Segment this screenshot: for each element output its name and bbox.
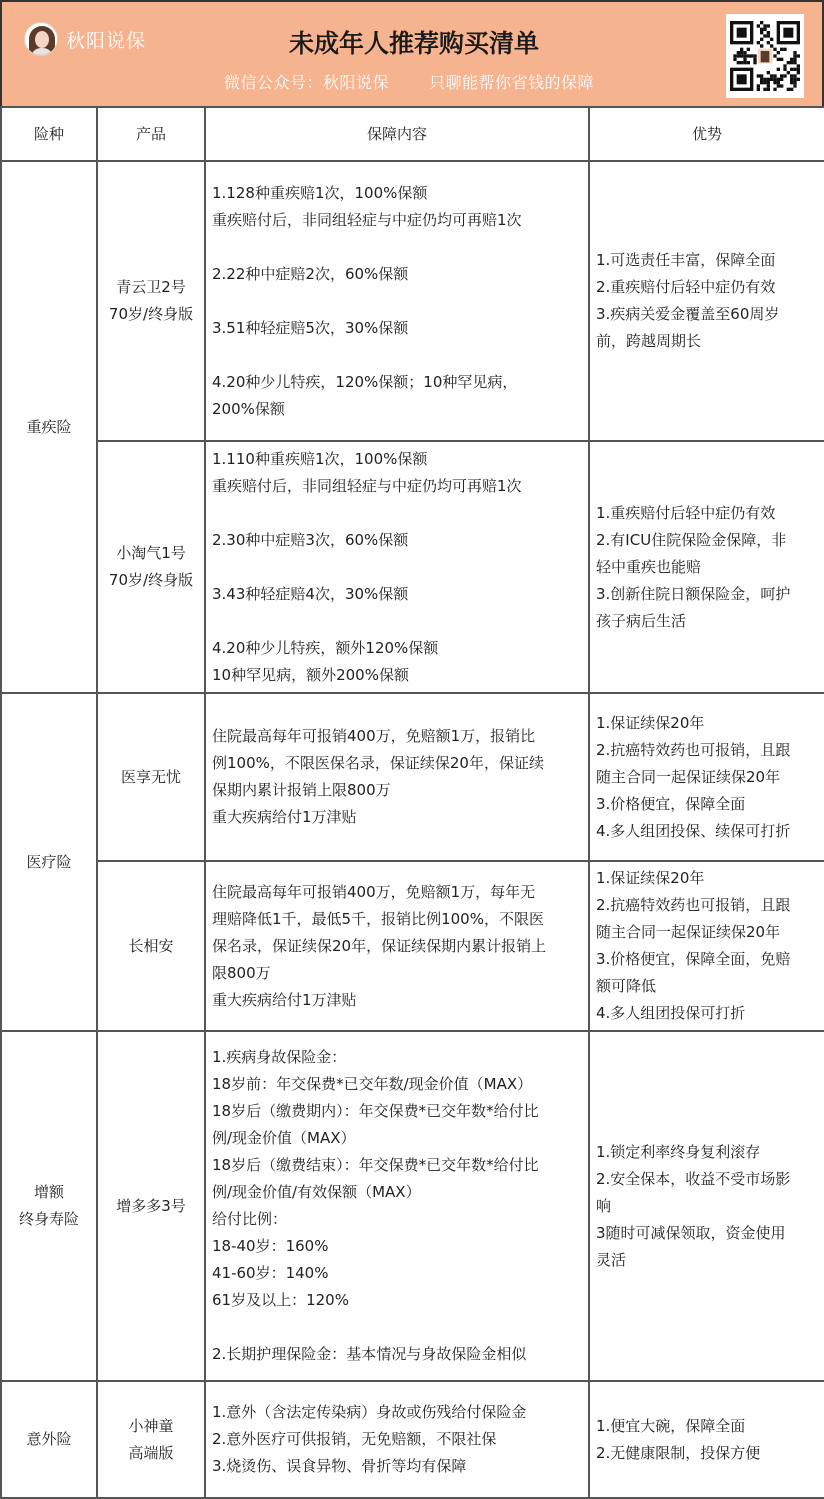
content-line: 保期内累计报销上限800万 bbox=[212, 781, 391, 799]
advantage-line: 4.多人组团投保可打折 bbox=[596, 1004, 746, 1022]
advantage-line: 1.可选责任丰富，保障全面 bbox=[596, 251, 776, 269]
content-line: 4.20种少儿特疾，额外120%保额 bbox=[212, 638, 439, 657]
content-cell bbox=[205, 1381, 589, 1498]
content-line: 18-40岁：160% bbox=[212, 1237, 329, 1255]
product-name: 小神童 bbox=[128, 1416, 174, 1435]
content-line: 1.意外（含法定传染病）身故或伤残给付保险金 bbox=[212, 1403, 527, 1421]
qr-code bbox=[726, 14, 804, 98]
advantage-cell bbox=[589, 441, 824, 693]
product-variant: 70岁/终身版 bbox=[108, 571, 194, 589]
product-name: 小淘气1号 bbox=[116, 544, 186, 562]
category-label: 终身寿险 bbox=[18, 1210, 79, 1228]
advantage-line: 1.重疾赔付后轻中症仍有效 bbox=[596, 503, 776, 522]
content-line: 3.烧烫伤、误食异物、骨折等均有保障 bbox=[212, 1457, 467, 1475]
advantage-line: 孩子病后生活 bbox=[596, 611, 687, 630]
table-row bbox=[1, 441, 824, 693]
product-cell bbox=[97, 441, 205, 693]
content-line: 18岁后（缴费期内）：年交保费*已交年数*给付比 bbox=[212, 1102, 539, 1120]
content-line: 理赔降低1千，最低5千，报销比例100%，不限医 bbox=[212, 909, 544, 928]
category-label: 重疾险 bbox=[26, 417, 72, 436]
content-line: 4.20种少儿特疾，120%保额；10种罕见病， bbox=[212, 372, 518, 391]
content-line: 1.128种重疾赔1次，100%保额 bbox=[212, 183, 428, 202]
advantage-line: 1.便宜大碗，保障全面 bbox=[596, 1416, 746, 1435]
advantage-cell bbox=[589, 1381, 824, 1498]
content-line: 重大疾病给付1万津贴 bbox=[212, 990, 357, 1009]
advantage-line: 2.抗癌特效药也可报销，且跟 bbox=[596, 740, 791, 759]
header-advantage: 优势 bbox=[589, 107, 824, 161]
page-title: 未成年人推荐购买清单 bbox=[288, 29, 539, 58]
qr-code-icon bbox=[730, 18, 800, 94]
content-line: 例100%，不限医保名录，保证续保20年，保证续 bbox=[212, 754, 544, 772]
table-row bbox=[1, 1381, 824, 1498]
advantage-cell bbox=[589, 1031, 824, 1381]
product-cell bbox=[97, 1031, 205, 1381]
content-line: 例/现金价值/有效保额（MAX） bbox=[212, 1183, 421, 1201]
advantage-cell bbox=[589, 861, 824, 1031]
header-product: 产品 bbox=[97, 107, 205, 161]
content-line: 重疾赔付后，非同组轻症与中症仍均可再赔1次 bbox=[212, 210, 522, 229]
advantage-line: 灵活 bbox=[596, 1250, 627, 1269]
advantage-line: 轻中重疾也能赔 bbox=[596, 557, 702, 576]
product-cell bbox=[97, 161, 205, 441]
advantage-line: 随主合同一起保证续保20年 bbox=[596, 767, 781, 786]
content-cell bbox=[205, 1031, 589, 1381]
table-row bbox=[1, 861, 824, 1031]
advantage-line: 1.锁定利率终身复利滚存 bbox=[596, 1142, 761, 1161]
advantage-line: 2.无健康限制，投保方便 bbox=[596, 1443, 761, 1462]
content-line: 18岁前：年交保费*已交年数/现金价值（MAX） bbox=[212, 1075, 533, 1093]
product-name: 青云卫2号 bbox=[116, 278, 186, 296]
content-line: 住院最高每年可报销400万，免赔额1万，每年无 bbox=[212, 882, 536, 901]
content-line: 2.30种中症赔3次，60%保额 bbox=[212, 530, 409, 549]
advantage-line: 随主合同一起保证续保20年 bbox=[596, 923, 781, 941]
page-header bbox=[0, 0, 824, 106]
header-category: 险种 bbox=[1, 107, 97, 161]
content-cell bbox=[205, 861, 589, 1031]
content-cell bbox=[205, 441, 589, 693]
content-line: 2.22种中症赔2次，60%保额 bbox=[212, 264, 409, 283]
table-header-row bbox=[1, 107, 824, 161]
content-line: 给付比例： bbox=[212, 1210, 288, 1228]
content-line: 1.疾病身故保险金： bbox=[212, 1048, 347, 1066]
content-line: 3.51种轻症赔5次，30%保额 bbox=[212, 318, 409, 337]
content-line: 18岁后（缴费结束）：年交保费*已交年数*给付比 bbox=[212, 1156, 539, 1174]
slogan: 只聊能帮你省钱的保障 bbox=[429, 73, 595, 92]
table-row bbox=[1, 161, 824, 441]
advantage-line: 2.安全保本，收益不受市场影 bbox=[596, 1169, 791, 1188]
content-line: 10种罕见病，额外200%保额 bbox=[212, 665, 409, 684]
advantage-cell bbox=[589, 161, 824, 441]
header-content: 保障内容 bbox=[205, 107, 589, 161]
advantage-line: 响 bbox=[596, 1196, 612, 1215]
category-cell bbox=[1, 1031, 97, 1381]
advantage-line: 2.重疾赔付后轻中症仍有效 bbox=[596, 278, 776, 296]
category-cell bbox=[1, 161, 97, 693]
content-line: 限800万 bbox=[212, 963, 271, 982]
content-cell bbox=[205, 693, 589, 861]
advantage-line: 3.价格便宜，保障全面 bbox=[596, 794, 746, 813]
wechat-account: 微信公众号：秋阳说保 bbox=[224, 73, 390, 92]
content-line: 例/现金价值（MAX） bbox=[212, 1129, 356, 1147]
table-row bbox=[1, 693, 824, 861]
content-line: 2.意外医疗可供报销，无免赔额，不限社保 bbox=[212, 1430, 497, 1448]
advantage-line: 4.多人组团投保、续保可打折 bbox=[596, 821, 791, 840]
table-row bbox=[1, 1031, 824, 1381]
advantage-line: 2.抗癌特效药也可报销，且跟 bbox=[596, 896, 791, 914]
advantage-line: 1.保证续保20年 bbox=[596, 869, 705, 887]
content-line: 保名录，保证续保20年，保证续保期内累计报销上 bbox=[212, 936, 547, 955]
brand-name: 秋阳说保 bbox=[66, 29, 147, 52]
content-line: 重大疾病给付1万津贴 bbox=[212, 808, 357, 826]
product-variant: 高端版 bbox=[128, 1443, 174, 1462]
advantage-line: 3.创新住院日额保险金，呵护 bbox=[596, 584, 791, 603]
category-label: 医疗险 bbox=[26, 852, 72, 871]
product-variant: 70岁/终身版 bbox=[108, 305, 194, 323]
advantage-cell bbox=[589, 693, 824, 861]
category-cell bbox=[1, 693, 97, 1031]
product-table bbox=[0, 106, 824, 1499]
product-cell bbox=[97, 861, 205, 1031]
content-line: 3.43种轻症赔4次，30%保额 bbox=[212, 584, 409, 603]
category-cell bbox=[1, 1381, 97, 1498]
advantage-line: 2.有ICU住院保险金保障，非 bbox=[596, 530, 787, 549]
subtitle bbox=[224, 70, 594, 93]
advantage-line: 3.疾病关爱金覆盖至60周岁 bbox=[596, 305, 780, 323]
product-cell bbox=[97, 1381, 205, 1498]
content-line: 1.110种重疾赔1次，100%保额 bbox=[212, 449, 428, 468]
content-line: 41-60岁：140% bbox=[212, 1264, 329, 1282]
content-line: 61岁及以上：120% bbox=[212, 1291, 349, 1309]
category-label: 增额 bbox=[33, 1183, 64, 1201]
advantage-line: 3.价格便宜，保障全面，免赔 bbox=[596, 950, 791, 968]
content-line: 重疾赔付后，非同组轻症与中症仍均可再赔1次 bbox=[212, 476, 522, 495]
content-cell bbox=[205, 161, 589, 441]
product-name: 增多多3号 bbox=[116, 1196, 186, 1215]
product-cell bbox=[97, 693, 205, 861]
product-name: 医享无忧 bbox=[120, 767, 181, 786]
advantage-line: 额可降低 bbox=[596, 977, 657, 995]
content-line: 200%保额 bbox=[212, 399, 285, 418]
category-label: 意外险 bbox=[26, 1430, 72, 1448]
advantage-line: 前，跨越周期长 bbox=[596, 332, 702, 350]
advantage-line: 3随时可减保领取，资金使用 bbox=[596, 1223, 786, 1242]
product-name: 长相安 bbox=[128, 936, 174, 955]
advantage-line: 1.保证续保20年 bbox=[596, 713, 705, 732]
content-line: 住院最高每年可报销400万，免赔额1万，报销比 bbox=[212, 727, 536, 745]
content-line: 2.长期护理保险金：基本情况与身故保险金相似 bbox=[212, 1345, 527, 1363]
